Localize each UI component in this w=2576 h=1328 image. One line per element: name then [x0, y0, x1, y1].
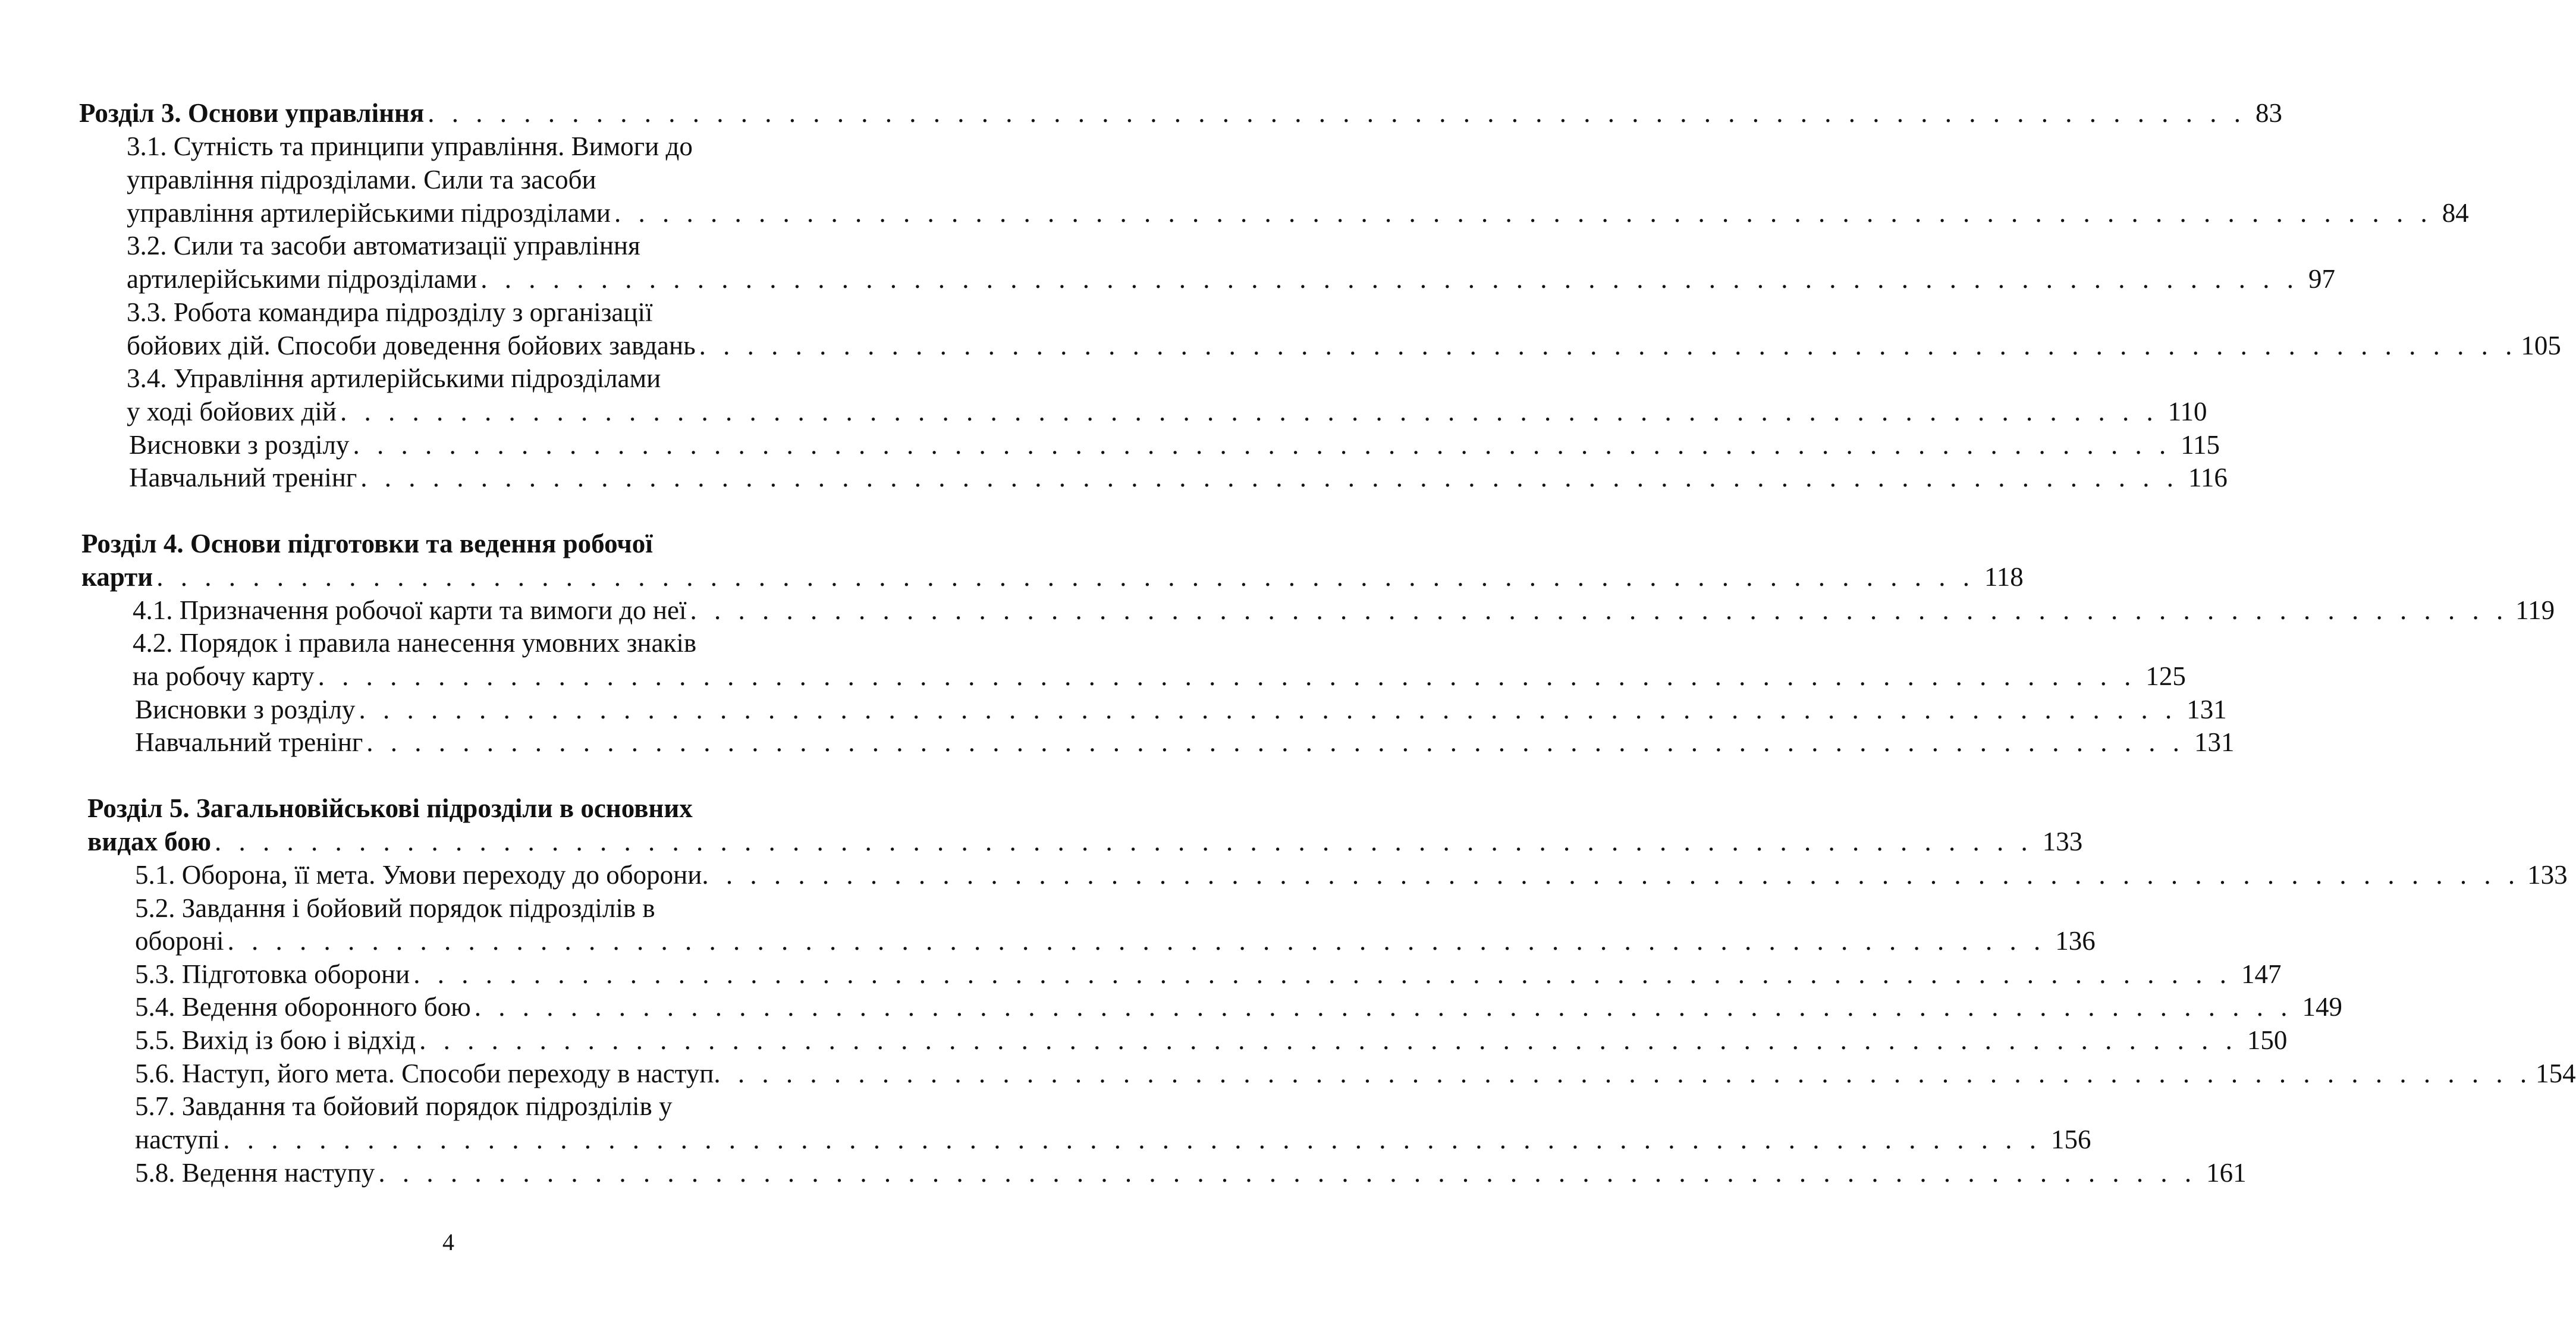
toc-entry-section-3	[79, 96, 2283, 130]
toc-entry-3-1: управління артилерійськими підрозділами . . . . . . . . . . . . . . . . . . . . . . . . . . . . . . . . . . . . . . . . . . . . . . . . . . . . . . . . . . . . . . . . . . . . . . . . . . . . 84	[127, 196, 816, 230]
dot-leader: . . . . . . . . . . . . . . . . . . . . . . . . . . . . . . . . . . . . . . . . . . . . . . . . . . . . . . . . . . . . . . . . . . . . . . . . . . . .	[215, 827, 2033, 856]
dot-leader: . . . . . . . . . . . . . . . . . . . . . . . . . . . . . . . . . . . . . . . . . . . . . . . . . . . . . . . . . . . . . . . . . . . . . . . . . . . .	[223, 1125, 2041, 1154]
toc-page-number: 147	[2241, 959, 2282, 989]
toc-page-number: 161	[2206, 1158, 2247, 1188]
toc-page-number: 119	[2515, 595, 2555, 625]
toc-page-number: 84	[2442, 198, 2469, 228]
toc-page-number: 118	[1984, 562, 2024, 592]
page-number: 4	[442, 1229, 454, 1255]
dot-leader: . . . . . . . . . . . . . . . . . . . . . . . . . . . . . . . . . . . . . . . . . . . . . . . . . . . . . . . . . . . . . . . . . . . . . . . . . . . .	[378, 1158, 2197, 1188]
toc-entry-3-2: артилерійськими підрозділами . . . . . . . . . . . . . . . . . . . . . . . . . . . . . . . . . . . . . . . . . . . . . . . . . . . . . . . . . . . . . . . . . . . . . . . . . . . . 97	[127, 262, 816, 296]
toc-entry-5-2: обороні . . . . . . . . . . . . . . . . . . . . . . . . . . . . . . . . . . . . . . . . . . . . . . . . . . . . . . . . . . . . . . . . . . . . . . . . . . . . 136	[135, 924, 834, 957]
toc-entry-text-line: 3.3. Робота командира підрозділу з організації	[127, 297, 653, 327]
toc-entry-section-5: видах бою . . . . . . . . . . . . . . . . . . . . . . . . . . . . . . . . . . . . . . . . . . . . . . . . . . . . . . . . . . . . . . . . . . . . . . . . . . . . 133	[87, 825, 834, 858]
toc-entry-text-line: управління підрозділами. Сили та засоби	[127, 165, 596, 194]
dot-leader: . . . . . . . . . . . . . . . . . . . . . . . . . . . . . . . . . . . . . . . . . . . . . . . . . . . . . . . . . . . . . . . . . . . . . . . . . . . .	[353, 430, 2172, 460]
dot-leader: . . . . . . . . . . . . . . . . . . . . . . . . . . . . . . . . . . . . . . . . . . . . . . . . . . . . . . . . . . . . . . . . . . . . . . . . . . . .	[359, 695, 2178, 724]
dot-leader: . . . . . . . . . . . . . . . . . . . . . . . . . . . . . . . . . . . . . . . . . . . . . . . . . . . . . . . . . . . . . . . . . . . . . . . . . . . .	[714, 1059, 2533, 1088]
dot-leader: . . . . . . . . . . . . . . . . . . . . . . . . . . . . . . . . . . . . . . . . . . . . . . . . . . . . . . . . . . . . . . . . . . . . . . . . . . . .	[702, 860, 2521, 890]
toc-entry-5-5: 5.5. Вихід із бою і відхід . . . . . . . . . . . . . . . . . . . . . . . . . . . . . . . . . . . . . . . . . . . . . . . . . . . . . . . . . . . . . . . . . . . . . . . . . . . . 150	[135, 1024, 834, 1057]
toc-page-number: 131	[2187, 695, 2227, 724]
toc-page-number: 110	[2167, 397, 2207, 426]
toc-entry-section-4: карти . . . . . . . . . . . . . . . . . . . . . . . . . . . . . . . . . . . . . . . . . . . . . . . . . . . . . . . . . . . . . . . . . . . . . . . . . . . . 118	[81, 560, 834, 594]
toc-page-number: 105	[2521, 331, 2561, 360]
dot-leader: . . . . . . . . . . . . . . . . . . . . . . . . . . . . . . . . . . . . . . . . . . . . . . . . . . . . . . . . . . . . . . . . . . . . . . . . . . . .	[156, 562, 1975, 592]
toc-section-heading: Розділ 4. Основи підготовки та ведення робочої	[81, 529, 653, 558]
dot-leader: . . . . . . . . . . . . . . . . . . . . . . . . . . . . . . . . . . . . . . . . . . . . . . . . . . . . . . . . . . . . . . . . . . . . . . . . . . . .	[360, 463, 2179, 492]
toc-page-number: 133	[2042, 827, 2083, 856]
toc-entry-3-training: Навчальний тренінг . . . . . . . . . . . . . . . . . . . . . . . . . . . . . . . . . . . . . . . . . . . . . . . . . . . . . . . . . . . . . . . . . . . . . . . . . . . . 116	[129, 461, 834, 494]
dot-leader: . . . . . . . . . . . . . . . . . . . . . . . . . . . . . . . . . . . . . . . . . . . . . . . . . . . . . . . . . . . . . . . . . . . . . . . . . . . .	[480, 264, 2299, 294]
toc-section-4-heading-line	[81, 527, 831, 560]
dot-leader: . . . . . . . . . . . . . . . . . . . . . . . . . . . . . . . . . . . . . . . . . . . . . . . . . . . . . . . . . . . . . . . . . . . . . . . . . . . .	[614, 198, 2433, 228]
toc-entry-5-3: 5.3. Підготовка оборони . . . . . . . . . . . . . . . . . . . . . . . . . . . . . . . . . . . . . . . . . . . . . . . . . . . . . . . . . . . . . . . . . . . . . . . . . . . . 147	[135, 957, 834, 991]
dot-leader: . . . . . . . . . . . . . . . . . . . . . . . . . . . . . . . . . . . . . . . . . . . . . . . . . . . . . . . . . . . . . . . . . . . . . . . . . . . .	[413, 959, 2232, 989]
toc-entry-3-conclusions: Висновки з розділу . . . . . . . . . . . . . . . . . . . . . . . . . . . . . . . . . . . . . . . . . . . . . . . . . . . . . . . . . . . . . . . . . . . . . . . . . . . . 115	[129, 428, 834, 461]
toc-entry-text-line: 3.4. Управління артилерійськими підрозділами	[127, 363, 661, 393]
toc-entry-text-line: 3.2. Сили та засоби автоматизації управління	[127, 231, 640, 260]
toc-section-5-heading-line	[87, 792, 837, 825]
dot-leader: . . . . . . . . . . . . . . . . . . . . . . . . . . . . . . . . . . . . . . . . . . . . . . . . . . . . . . . . . . . . . . . . . . . . . . . . . . . .	[366, 727, 2185, 757]
toc-entry-3-3: бойових дій. Способи доведення бойових завдань . . . . . . . . . . . . . . . . . . . . . . . . . . . . . . . . . . . . . . . . . . . . . . . . . . . . . . . . . . . . . . . . . . . . . . . . . . . . 105	[127, 329, 834, 362]
toc-page-number: 116	[2188, 463, 2228, 492]
toc-page-number: 154	[2536, 1059, 2576, 1088]
toc-entry-5-8: 5.8. Ведення наступу . . . . . . . . . . . . . . . . . . . . . . . . . . . . . . . . . . . . . . . . . . . . . . . . . . . . . . . . . . . . . . . . . . . . . . . . . . . . 161	[135, 1156, 834, 1189]
dot-leader: . . . . . . . . . . . . . . . . . . . . . . . . . . . . . . . . . . . . . . . . . . . . . . . . . . . . . . . . . . . . . . . . . . . . . . . . . . . .	[699, 331, 2518, 360]
toc-page-number: 150	[2247, 1025, 2288, 1055]
toc-entry-5-6: 5.6. Наступ, його мета. Способи переходу в наступ . . . . . . . . . . . . . . . . . . . . . . . . . . . . . . . . . . . . . . . . . . . . . . . . . . . . . . . . . . . . . . . . . . . . . . . . . . . . 154	[135, 1057, 834, 1090]
toc-page-number: 149	[2302, 992, 2343, 1022]
toc-entry-4-training: Навчальний тренінг . . . . . . . . . . . . . . . . . . . . . . . . . . . . . . . . . . . . . . . . . . . . . . . . . . . . . . . . . . . . . . . . . . . . . . . . . . . . 131	[135, 726, 834, 759]
dot-leader: . . . . . . . . . . . . . . . . . . . . . . . . . . . . . . . . . . . . . . . . . . . . . . . . . . . . . . . . . . . . . . . . . . . . . . . . . . . .	[428, 98, 2247, 128]
toc-entry-text-line: 5.2. Завдання і бойовий порядок підрозділів в	[135, 893, 655, 923]
toc-page-number: 97	[2308, 264, 2335, 294]
toc-page-number: 131	[2194, 727, 2235, 757]
toc-entry-3-4: у ході бойових дій . . . . . . . . . . . . . . . . . . . . . . . . . . . . . . . . . . . . . . . . . . . . . . . . . . . . . . . . . . . . . . . . . . . . . . . . . . . . 110	[127, 395, 834, 428]
toc-section-heading: Розділ 3. Основи управління	[79, 98, 425, 128]
dot-leader: . . . . . . . . . . . . . . . . . . . . . . . . . . . . . . . . . . . . . . . . . . . . . . . . . . . . . . . . . . . . . . . . . . . . . . . . . . . .	[690, 595, 2509, 625]
toc-section-heading: Розділ 5. Загальновійськові підрозділи в основних	[87, 793, 693, 823]
toc-page-number: 156	[2050, 1125, 2091, 1154]
toc-entry-5-4: 5.4. Ведення оборонного бою . . . . . . . . . . . . . . . . . . . . . . . . . . . . . . . . . . . . . . . . . . . . . . . . . . . . . . . . . . . . . . . . . . . . . . . . . . . . 149	[135, 990, 834, 1024]
dot-leader: . . . . . . . . . . . . . . . . . . . . . . . . . . . . . . . . . . . . . . . . . . . . . . . . . . . . . . . . . . . . . . . . . . . . . . . . . . . .	[474, 992, 2293, 1022]
toc-page-number: 125	[2145, 661, 2186, 691]
toc-entry-4-conclusions: Висновки з розділу . . . . . . . . . . . . . . . . . . . . . . . . . . . . . . . . . . . . . . . . . . . . . . . . . . . . . . . . . . . . . . . . . . . . . . . . . . . . 131	[135, 693, 834, 726]
toc-entry-text-line: 5.7. Завдання та бойовий порядок підрозділів у	[135, 1091, 673, 1121]
toc-page-number: 115	[2181, 430, 2220, 460]
dot-leader: . . . . . . . . . . . . . . . . . . . . . . . . . . . . . . . . . . . . . . . . . . . . . . . . . . . . . . . . . . . . . . . . . . . . . . . . . . . .	[340, 397, 2159, 426]
toc-page-number: 83	[2255, 98, 2283, 128]
toc-page-number: 133	[2527, 860, 2568, 890]
toc-entry-4-1: 4.1. Призначення робочої карти та вимоги до неї . . . . . . . . . . . . . . . . . . . . . . . . . . . . . . . . . . . . . . . . . . . . . . . . . . . . . . . . . . . . . . . . . . . . . . . . . . . . 119	[133, 594, 834, 627]
dot-leader: . . . . . . . . . . . . . . . . . . . . . . . . . . . . . . . . . . . . . . . . . . . . . . . . . . . . . . . . . . . . . . . . . . . . . . . . . . . .	[227, 926, 2046, 956]
toc-entry-5-7: наступі . . . . . . . . . . . . . . . . . . . . . . . . . . . . . . . . . . . . . . . . . . . . . . . . . . . . . . . . . . . . . . . . . . . . . . . . . . . . 156	[135, 1123, 834, 1156]
toc-page-number: 136	[2055, 926, 2096, 956]
toc-entry-4-2: на робочу карту . . . . . . . . . . . . . . . . . . . . . . . . . . . . . . . . . . . . . . . . . . . . . . . . . . . . . . . . . . . . . . . . . . . . . . . . . . . . 125	[133, 660, 834, 693]
dot-leader: . . . . . . . . . . . . . . . . . . . . . . . . . . . . . . . . . . . . . . . . . . . . . . . . . . . . . . . . . . . . . . . . . . . . . . . . . . . .	[318, 661, 2137, 691]
toc-entry-text-line: 3.1. Сутність та принципи управління. Вимоги до	[127, 131, 693, 161]
toc-entry-text-line: 4.2. Порядок і правила нанесення умовних знаків	[133, 628, 697, 658]
toc-entry-5-1: 5.1. Оборона, її мета. Умови переходу до оборони . . . . . . . . . . . . . . . . . . . . . . . . . . . . . . . . . . . . . . . . . . . . . . . . . . . . . . . . . . . . . . . . . . . . . . . . . . . . 133	[135, 858, 834, 891]
dot-leader: . . . . . . . . . . . . . . . . . . . . . . . . . . . . . . . . . . . . . . . . . . . . . . . . . . . . . . . . . . . . . . . . . . . . . . . . . . . .	[419, 1025, 2238, 1055]
